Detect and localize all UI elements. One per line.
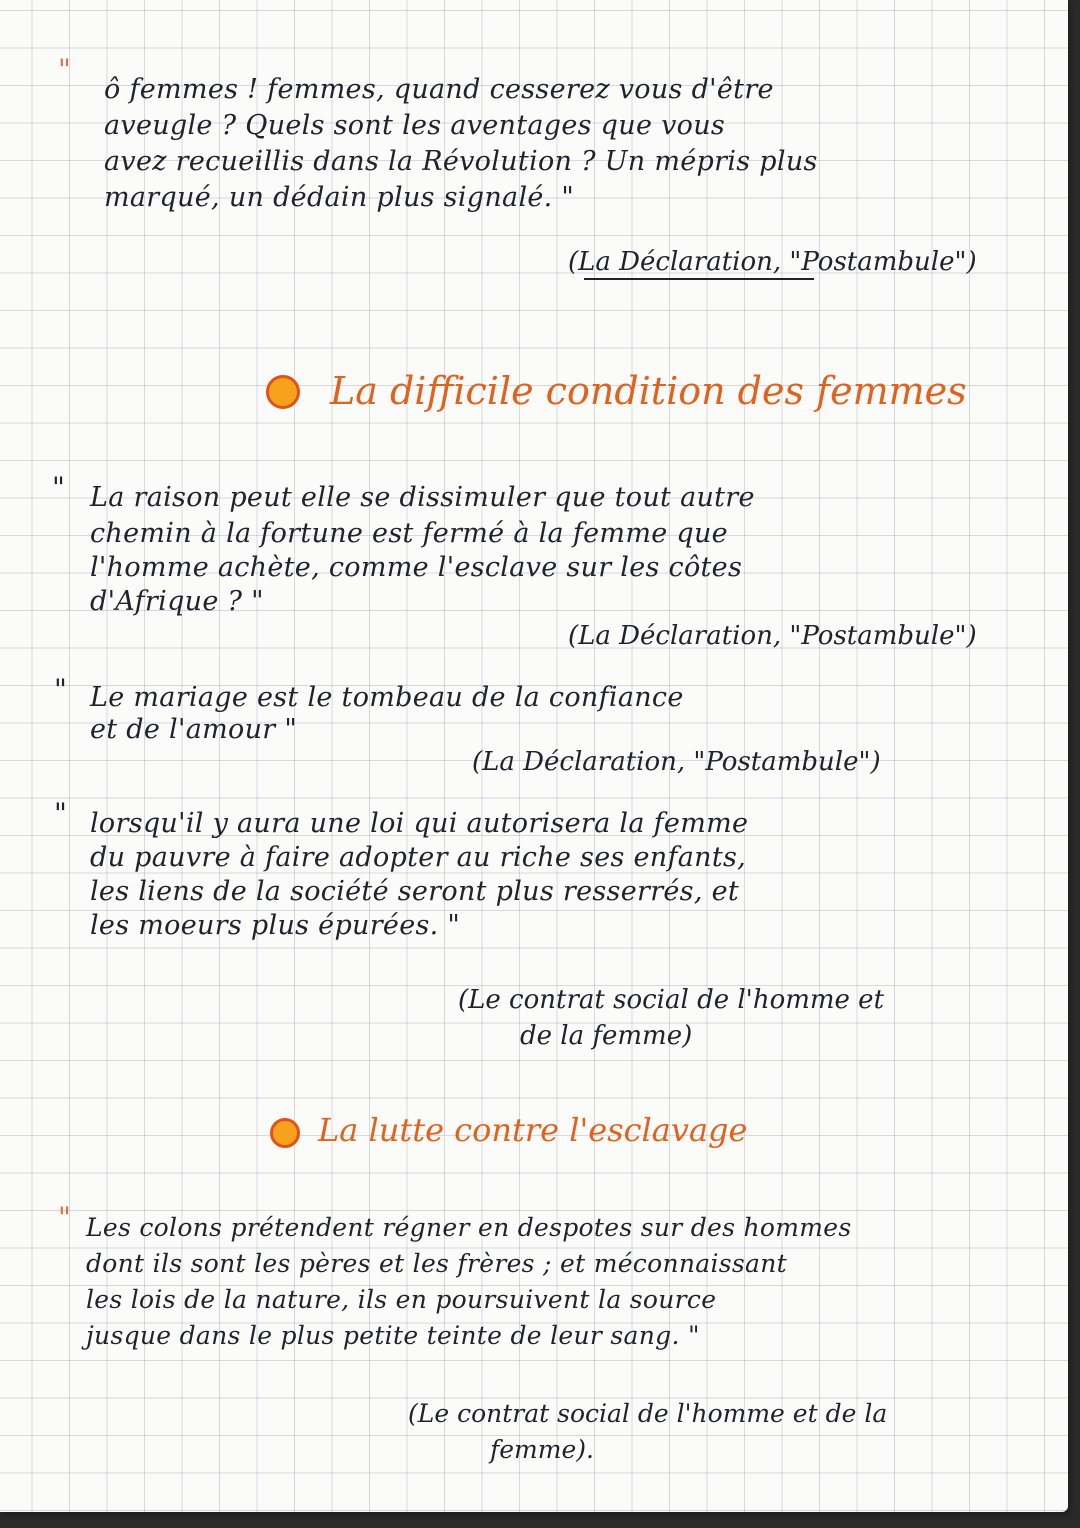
bullet-dot-icon (266, 375, 300, 409)
open-quote-mark: " (52, 471, 65, 504)
quote-4-line-2: du pauvre à faire adopter au riche ses enfants, (90, 842, 747, 873)
quote-1-line-1: ô femmes ! femmes, quand cesserez vous d'être (104, 74, 774, 105)
quote-4-line-1: lorsqu'il y aura une loi qui autorisera la femme (90, 808, 749, 839)
open-quote-mark: " (54, 797, 67, 830)
quote-2-line-3: l'homme achète, comme l'esclave sur les côtes (90, 552, 743, 583)
section-heading-slavery: La lutte contre l'esclavage (318, 1111, 748, 1149)
citation-underline (584, 278, 814, 280)
quote-2-line-1: La raison peut elle se dissimuler que tout autre (90, 482, 755, 513)
quote-1-line-4: marqué, un dédain plus signalé. " (104, 182, 575, 213)
quote-1-line-3: avez recueillis dans la Révolution ? Un mépris plus (104, 146, 818, 177)
quote-3-line-2: et de l'amour " (90, 714, 298, 745)
quote-5-citation-line-1: (Le contrat social de l'homme et de la (408, 1399, 888, 1428)
quote-4-line-4: les moeurs plus épurées. " (90, 910, 461, 941)
quote-4-citation-line-2: de la femme) (520, 1021, 693, 1051)
quote-4-citation-line-1: (Le contrat social de l'homme et (458, 985, 885, 1015)
quote-5-line-4: jusque dans le plus petite teinte de leur sang. " (86, 1321, 700, 1350)
open-quote-mark: " (54, 673, 67, 706)
quote-3-citation: (La Déclaration, "Postambule") (472, 747, 881, 777)
quote-1-citation: (La Déclaration, "Postambule") (568, 247, 977, 277)
quote-5-citation-line-2: femme). (490, 1435, 594, 1464)
quote-2-line-4: d'Afrique ? " (90, 586, 264, 617)
open-quote-mark: " (58, 53, 71, 86)
quote-2-citation: (La Déclaration, "Postambule") (568, 621, 977, 651)
quote-2-line-2: chemin à la fortune est fermé à la femme que (90, 518, 728, 549)
quote-3-line-1: Le mariage est le tombeau de la confiance (90, 682, 684, 713)
open-quote-mark: " (58, 1201, 71, 1234)
quote-5-line-2: dont ils sont les pères et les frères ; et méconnaissant (86, 1249, 787, 1278)
quote-5-line-3: les lois de la nature, ils en poursuivent la source (86, 1285, 717, 1314)
quote-1-line-2: aveugle ? Quels sont les aventages que vous (104, 110, 726, 141)
bullet-dot-icon (270, 1118, 300, 1148)
quote-5-line-1: Les colons prétendent régner en despotes sur des hommes (86, 1213, 852, 1242)
quote-4-line-3: les liens de la société seront plus resserrés, et (90, 876, 740, 907)
section-heading-condition: La difficile condition des femmes (330, 369, 967, 413)
